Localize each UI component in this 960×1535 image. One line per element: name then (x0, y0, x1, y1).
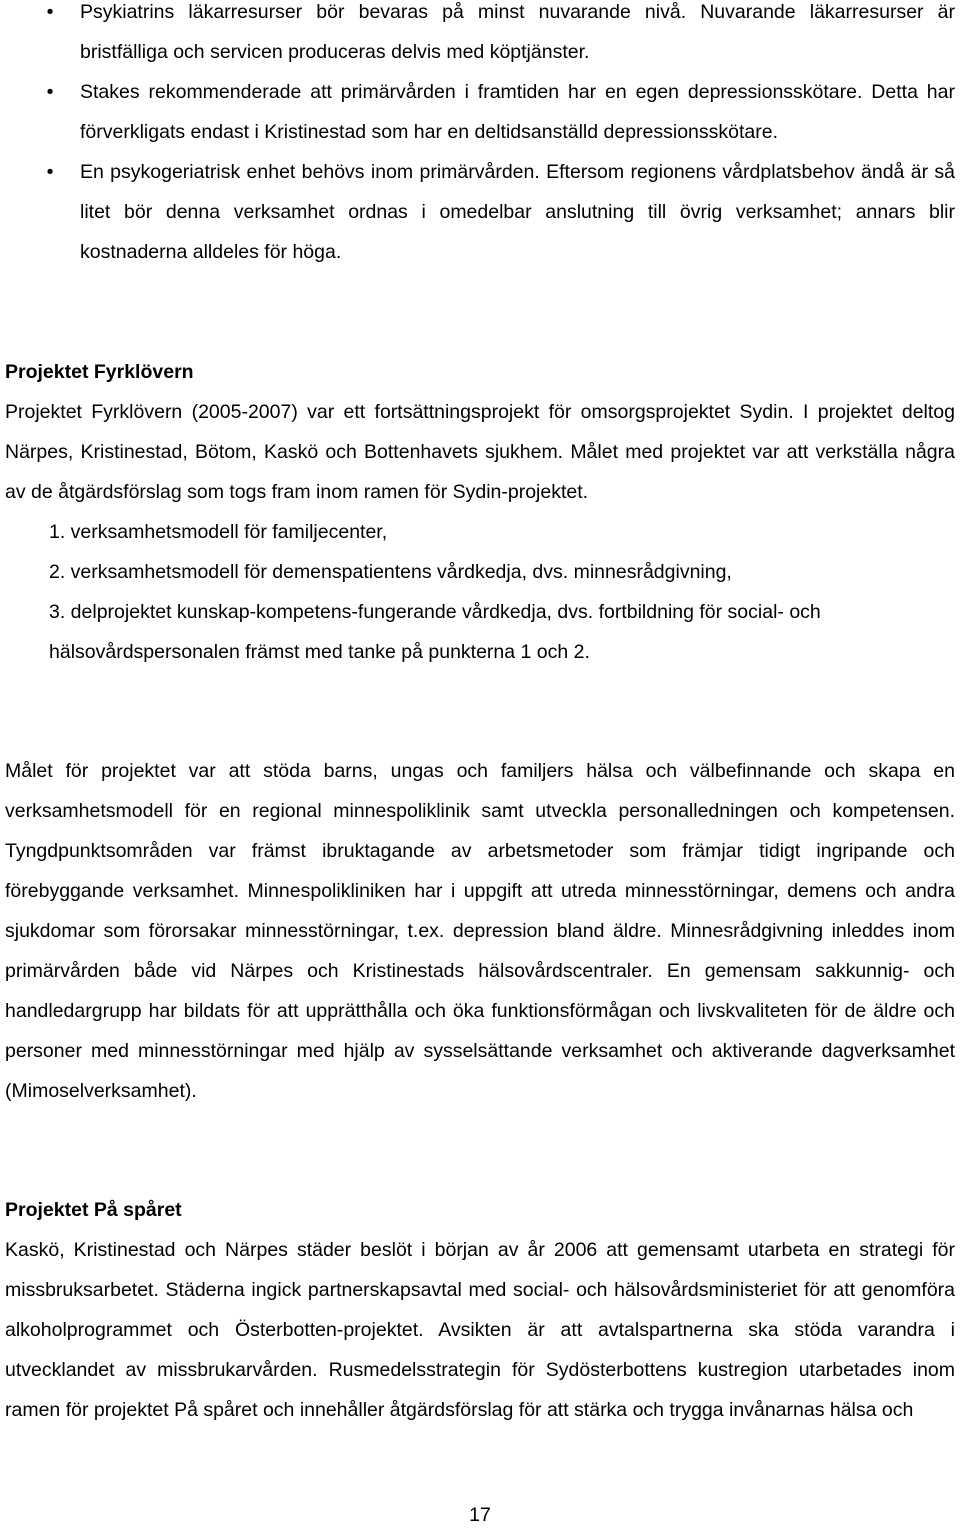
list-item: 3. delprojektet kunskap-kompetens-fungerande vårdkedja, dvs. fortbildning för social- och hälsovårdspersonalen främst med tanke på punkterna 1 och 2. (49, 601, 821, 663)
bullet-text: En psykogeriatrisk enhet behövs inom primärvården. Eftersom regionens vårdplatsbehov ändå är så litet bör denna verksamhet ordnas i omedelbar anslutning till övrig verksamhet; annars blir kostnaderna alldeles för höga. (80, 161, 955, 263)
bullet-icon: • (46, 1, 54, 23)
list-item (0, 152, 960, 272)
bullet-list (0, 0, 960, 272)
section-heading: Projektet Fyrklövern (5, 361, 194, 383)
list-item: 2. verksamhetsmodell för demenspatientens vårdkedja, dvs. minnesrådgivning, (49, 561, 732, 583)
numbered-list (49, 512, 929, 672)
section-paragraph: Projektet Fyrklövern (2005-2007) var ett fortsättningsprojekt för omsorgsprojektet Sydin. I projektet deltog Närpes, Kristinestad, Bötom, Kaskö och Bottenhavets sjukhem. Målet med projektet var att verkställa några av de åtgärdsförslag som togs fram inom ramen för Sydin-projektet. (5, 401, 955, 503)
section-fyrklovern (5, 352, 955, 672)
bullet-icon: • (46, 161, 54, 183)
page-number: 17 (469, 1504, 491, 1526)
list-item (0, 0, 960, 72)
section-pa-sparet (5, 1190, 955, 1430)
section-paragraph: Kaskö, Kristinestad och Närpes städer beslöt i början av år 2006 att gemensamt utarbeta en strategi för missbruksarbetet. Städerna ingick partnerskapsavtal med social- och hälsovårdsministeriet för att genomföra alkoholprogrammet och Österbotten-projektet. Avsikten är att avtalspartnerna ska stöda varandra i utvecklandet av missbrukarvården. Rusmedelsstrategin för Sydösterbottens kustregion utarbetades inom ramen för projektet På spåret och innehåller åtgärdsförslag för att stärka och trygga invånarnas hälsa och (5, 1239, 955, 1421)
list-item (0, 72, 960, 152)
list-item: 1. verksamhetsmodell för familjecenter, (49, 521, 388, 543)
bullet-icon: • (46, 81, 54, 103)
section-goal (5, 751, 955, 1111)
goal-paragraph: Målet för projektet var att stöda barns, ungas och familjers hälsa och välbefinnande och skapa en verksamhetsmodell för en regional minnespoliklinik samt utveckla personalledningen och kompetensen. Tyngdpunktsområden var främst ibruktagande av arbetsmetoder som främjar tidigt ingripande och förebyggande verksamhet. Minnespolikliniken har i uppgift att utreda minnesstörningar, demens och andra sjukdomar som förorsakar minnesstörningar, t.ex. depression bland äldre. Minnesrådgivning inleddes inom primärvården både vid Närpes och Kristinestads hälsovårdscentraler. En gemensam sakkunnig- och handledargrupp har bildats för att upprätthålla och öka funktionsförmågan och livskvaliteten för de äldre och personer med minnesstörningar med hjälp av sysselsättande verksamhet och aktiverande dagverksamhet (Mimoselverksamhet). (5, 760, 955, 1102)
section-heading: Projektet På spåret (5, 1199, 182, 1221)
bullet-text: Psykiatrins läkarresurser bör bevaras på minst nuvarande nivå. Nuvarande läkarresurser är bristfälliga och servicen produceras delvis med köptjänster. (80, 1, 955, 63)
bullet-text: Stakes rekommenderade att primärvården i framtiden har en egen depressionsskötare. Detta har förverkligats endast i Kristinestad som har en deltidsanställd depressionsskötare. (80, 81, 955, 143)
